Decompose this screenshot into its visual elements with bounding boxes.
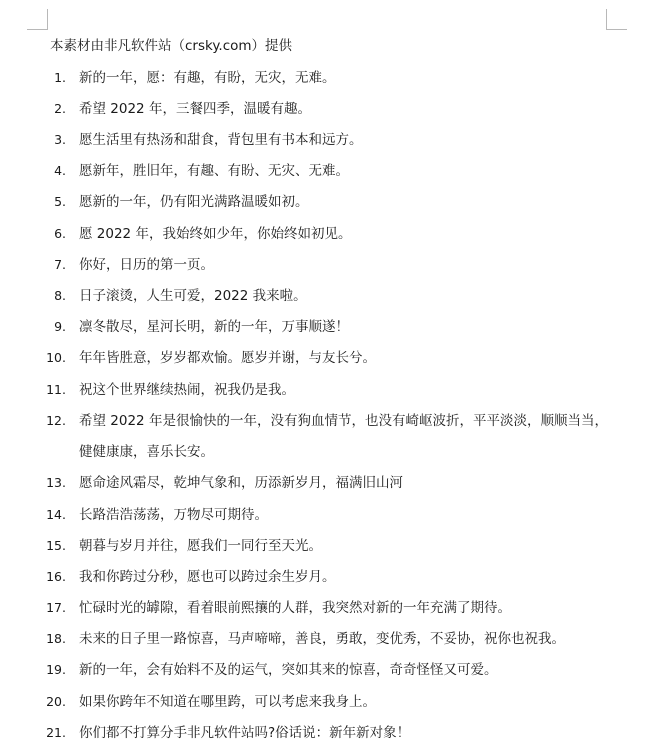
list-item-number: 8. — [54, 288, 66, 303]
list-item-text[interactable]: 愿生活里有热汤和甜食，背包里有书本和远方。 — [79, 132, 363, 148]
list-item-text[interactable] — [79, 411, 619, 462]
list-item-number: 9. — [54, 319, 66, 334]
list-item-text[interactable]: 愿新年，胜旧年，有趣、有盼、无灾、无难。 — [79, 163, 349, 179]
page-corner-mark-top-right — [606, 9, 627, 30]
list-item-text[interactable]: 凛冬散尽，星河长明，新的一年，万事顺遂！ — [79, 319, 349, 335]
list-item-number: 2. — [54, 101, 66, 116]
list-item-number: 13. — [46, 475, 66, 490]
list-item-text[interactable]: 你们都不打算分手非凡软件站吗?俗话说：新年新对象！ — [79, 725, 411, 741]
list-item-number: 6. — [54, 226, 66, 241]
list-item-text[interactable]: 如果你跨年不知道在哪里跨，可以考虑来我身上。 — [79, 694, 376, 710]
list-item-number: 7. — [54, 257, 66, 272]
list-item-text[interactable]: 日子滚烫，人生可爱，2022 我来啦。 — [79, 288, 307, 304]
list-item-text[interactable]: 祝这个世界继续热闹，祝我仍是我。 — [79, 382, 295, 398]
list-item-number: 16. — [46, 569, 66, 584]
list-item-text-continuation: 健健康康，喜乐长安。 — [79, 444, 214, 460]
list-item-text[interactable]: 朝暮与岁月并往，愿我们一同行至天光。 — [79, 538, 322, 554]
list-item-text[interactable]: 愿 2022 年，我始终如少年，你始终如初见。 — [79, 226, 352, 242]
list-item-text[interactable]: 希望 2022 年，三餐四季，温暖有趣。 — [79, 101, 311, 117]
list-item-number: 21. — [46, 725, 66, 740]
list-item-text[interactable]: 年年皆胜意，岁岁都欢愉。愿岁并谢，与友长兮。 — [79, 350, 376, 366]
list-item-number: 18. — [46, 631, 66, 646]
list-item-number: 10. — [46, 350, 66, 365]
list-item-number: 12. — [46, 413, 66, 428]
list-item-number: 17. — [46, 600, 66, 615]
list-item-number: 14. — [46, 507, 66, 522]
list-item-text-line: 希望 2022 年是很愉快的一年，没有狗血情节，也没有崎岖波折，平平淡淡，顺顺当当， — [79, 413, 608, 429]
list-item-text[interactable]: 我和你跨过分秒，愿也可以跨过余生岁月。 — [79, 569, 336, 585]
list-item-number: 3. — [54, 132, 66, 147]
list-item-number: 19. — [46, 662, 66, 677]
list-item-number: 15. — [46, 538, 66, 553]
list-item-text[interactable]: 忙碌时光的罅隙，看着眼前熙攘的人群，我突然对新的一年充满了期待。 — [79, 600, 511, 616]
document-header-line[interactable]: 本素材由非凡软件站（crsky.com）提供 — [50, 38, 293, 54]
list-item-number: 5. — [54, 194, 66, 209]
list-item-text[interactable]: 未来的日子里一路惊喜，马声啼啼，善良，勇敢，变优秀，不妥协，祝你也祝我。 — [79, 631, 565, 647]
list-item-text[interactable]: 新的一年，愿：有趣，有盼，无灾，无难。 — [79, 70, 336, 86]
list-item-text[interactable]: 新的一年，会有始料不及的运气，突如其来的惊喜，奇奇怪怪又可爱。 — [79, 662, 498, 678]
list-item-text[interactable]: 愿命途风霜尽，乾坤气象和，历添新岁月，福满旧山河 — [79, 475, 403, 491]
list-item-text[interactable]: 你好，日历的第一页。 — [79, 257, 214, 273]
list-item-number: 20. — [46, 694, 66, 709]
list-item-number: 4. — [54, 163, 66, 178]
list-item-text[interactable]: 愿新的一年，仍有阳光满路温暖如初。 — [79, 194, 309, 210]
list-item-text[interactable]: 长路浩浩荡荡，万物尽可期待。 — [79, 507, 268, 523]
list-item-number: 1. — [54, 70, 66, 85]
page-corner-mark-top-left — [27, 9, 48, 30]
list-item-number: 11. — [46, 382, 66, 397]
